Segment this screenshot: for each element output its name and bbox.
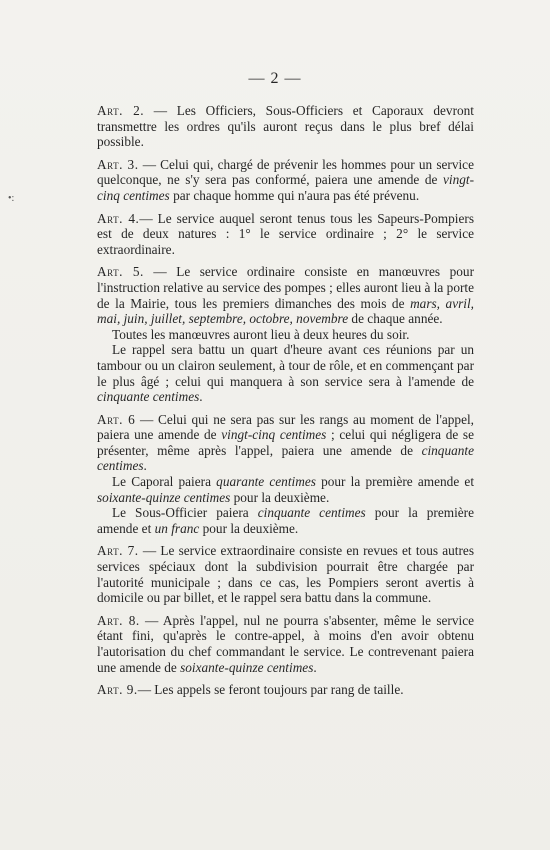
article-label: Art. 7. — [97, 543, 139, 559]
article-text: Le rappel sera battu un quart d'heure avant ces réunions par un tambour ou un clairon seulement, à tour de rôle, et en commençant par le plus âgé ; celui qui manquera à son service sera à l'amende de — [97, 342, 474, 389]
article-3 — [97, 157, 474, 204]
article-text: ; celui qui négligera de se présenter, même après l'appel, paiera une amende de — [97, 427, 474, 458]
article-text: — Le service auquel seront tenus tous les Sapeurs-Pompiers est de deux natures : 1° le service ordinaire ; 2° le service extraordinaire. — [97, 210, 474, 257]
article-2 — [97, 103, 474, 150]
article-text: pour la deuxième. — [230, 489, 330, 505]
italic-months: mars, avril, mai, juin, juillet, septembre, octobre, novembre — [97, 295, 474, 327]
article-6 — [97, 412, 474, 474]
article-text: Le Sous-Officier paiera — [112, 505, 258, 521]
article-text: de chaque année. — [348, 311, 443, 327]
article-text: — Après l'appel, nul ne pourra s'absenter, même le service étant fini, qu'après le contre-appel, à moins d'en avoir obtenu l'autorisation du chef commandant le service. Le contrevenant paiera une amende de — [97, 612, 474, 675]
article-text: — Le service extraordinaire consiste en revues et tous autres services spéciaux dont la subdivision pourrait être chargée par l'autorité municipale ; dans ce cas, les Pompiers seront avertis à domicile ou par billet, et le rappel sera battu dans la commune. — [97, 543, 474, 606]
article-4 — [97, 211, 474, 258]
article-text: par chaque homme qui n'aura pas été prévenu. — [169, 187, 420, 203]
italic-amount: soixante-quinze centimes — [97, 489, 231, 505]
article-5 — [97, 264, 474, 326]
article-label: Art. 4. — [97, 210, 140, 226]
article-label: Art. 8. — [97, 612, 140, 628]
italic-amount: cinquante centimes — [97, 389, 200, 405]
italic-amount: vingt-cinq centimes — [221, 427, 327, 443]
italic-amount: quarante centimes — [216, 474, 316, 490]
article-6-paragraph-2 — [97, 474, 474, 505]
article-7 — [97, 543, 474, 605]
article-9 — [97, 682, 474, 698]
article-text: — Celui qui, chargé de prévenir les hommes pour un service quelconque, ne s'y sera pas conformé, paiera une amende de — [97, 156, 474, 188]
italic-amount: soixante-quinze centimes — [180, 659, 314, 675]
article-text: pour la première amende et — [315, 474, 475, 490]
article-text: . — [143, 458, 147, 474]
article-6-paragraph-3 — [97, 505, 474, 536]
article-text: — Celui qui ne sera pas sur les rangs au moment de l'appel, paiera une amende de — [97, 411, 474, 443]
italic-amount: vingt-cinq centimes — [97, 172, 474, 203]
article-text: . — [313, 659, 317, 675]
article-label: Art. 9. — [97, 682, 138, 698]
article-text: — Les Officiers, Sous-Officiers et Caporaux devront transmettre les ordres qu'ils auront reçus dans le plus bref délai possible. — [97, 103, 474, 150]
article-text: — Les appels se feront toujours par rang de taille. — [137, 682, 404, 698]
article-text: Le Caporal paiera — [112, 474, 217, 490]
document-body — [97, 103, 474, 705]
article-label: Art. 5. — [97, 264, 144, 280]
margin-mark: •: — [8, 193, 15, 204]
article-5-paragraph-3 — [97, 342, 474, 404]
article-label: Art. 3. — [97, 156, 139, 172]
article-5-paragraph-2: Toutes les manœuvres auront lieu à deux heures du soir. — [112, 326, 410, 342]
article-label: Art. 6 — [97, 411, 136, 427]
article-label: Art. 2. — [97, 103, 145, 118]
article-8 — [97, 613, 474, 675]
page-number: — 2 — — [248, 70, 302, 87]
article-text: pour la deuxième. — [199, 520, 299, 536]
article-text: . — [199, 389, 203, 405]
italic-amount: cinquante centimes — [97, 442, 474, 474]
article-text: pour la première amende et — [97, 505, 474, 536]
italic-amount: un franc — [154, 520, 200, 536]
article-text: — Le service ordinaire consiste en manœuvres pour l'instruction relative au service des pompes ; elles auront lieu à la porte de la Mairie, tous les premiers dimanches des mois de — [97, 264, 474, 311]
italic-amount: cinquante centimes — [257, 505, 366, 521]
